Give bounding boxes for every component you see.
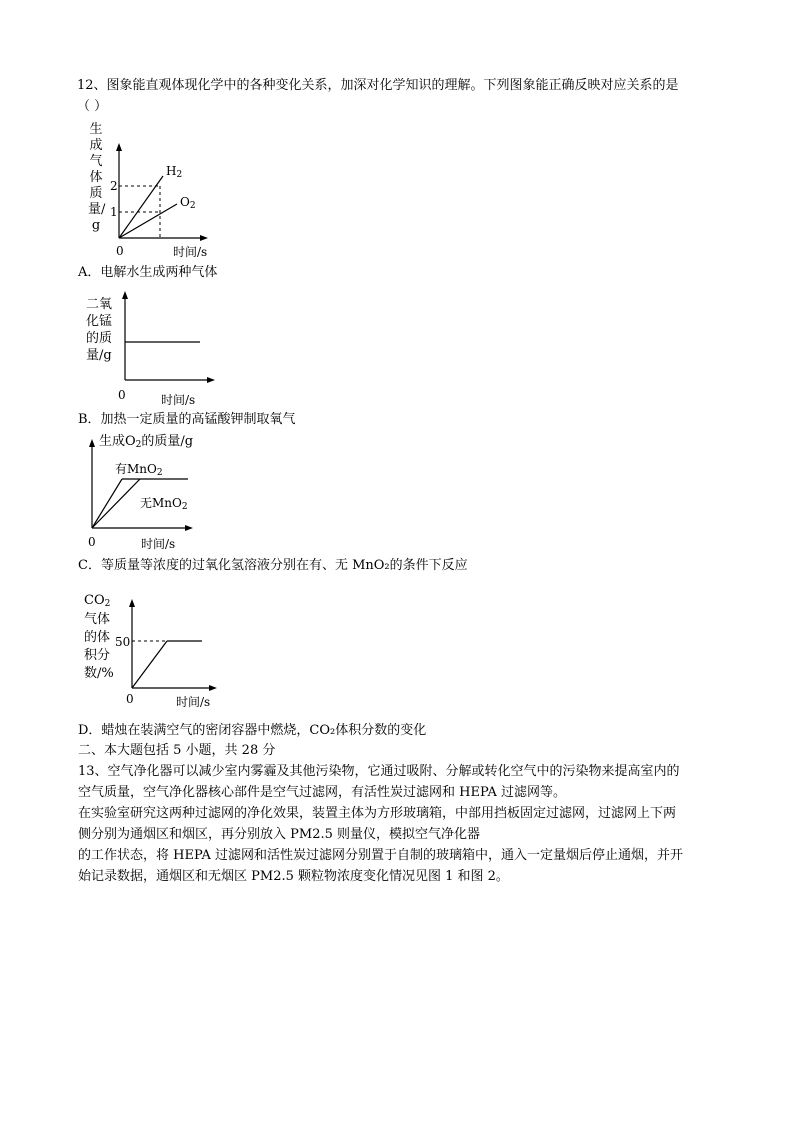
graph-c-xlabel: 时间/s	[141, 537, 176, 551]
graph-d-origin: 0	[126, 692, 134, 706]
graph-a-tick-2: 2	[110, 179, 118, 193]
graph-d-tick-50: 50	[115, 635, 131, 649]
option-a: A．电解水生成两种气体	[78, 265, 218, 280]
q13-line3: 在实验室研究这两种过滤网的净化效果，装置主体为方形玻璃箱，中部用挡板固定过滤网，过滤网上下两	[78, 806, 677, 821]
graph-d-ylabel-4: 数/%	[84, 666, 114, 681]
graph-a-o2-label: $O_2$	[180, 195, 196, 211]
option-d: D．蜡烛在装满空气的密闭容器中燃烧，CO₂体积分数的变化	[78, 723, 427, 738]
q13-line1: 13、空气净化器可以减少室内雾霾及其他污染物，它通过吸附、分解或转化空气中的污染物来提高室内的	[78, 764, 680, 779]
graph-d-ylabel-top: $CO_2$	[84, 593, 111, 609]
graph-c-ylabel: 生成$O_2$的质量/g	[99, 434, 194, 450]
graph-b-ylabel-3: 的质	[86, 331, 113, 346]
graph-b-ylabel-2: 化锰	[86, 314, 113, 329]
q12-stem-line1: 12、图象能直观体现化学中的各种变化关系，加深对化学知识的理解。下列图象能正确反映对应关系的是	[77, 78, 679, 93]
q13-line5: 的工作状态，将 HEPA 过滤网和活性炭过滤网分别置于自制的玻璃箱中，通入一定量烟后停止通烟，并开	[78, 848, 684, 863]
graph-b-xlabel: 时间/s	[161, 393, 196, 407]
graph-d-ylabel-3: 积分	[84, 648, 111, 663]
q13-line2: 空气质量，空气净化器核心部件是空气过滤网，有活性炭过滤网和 HEPA 过滤网等。	[78, 785, 567, 800]
graph-b-ylabel-1: 二氧	[86, 297, 113, 312]
option-c: C．等质量等浓度的过氧化氢溶液分别在有、无 MnO₂的条件下反应	[78, 558, 468, 573]
graph-b-origin: 0	[118, 388, 126, 402]
graph-a-origin: 0	[116, 244, 124, 258]
q13-line6: 始记录数据，通烟区和无烟区 PM2.5 颗粒物浓度变化情况见图 1 和图 2。	[78, 869, 509, 884]
graph-b-ylabel-4: 量/g	[86, 348, 112, 363]
graph-d-ylabel-2: 的体	[84, 630, 111, 645]
option-b: B．加热一定质量的高锰酸钾制取氧气	[78, 412, 296, 427]
graph-d-ylabel-1: 气体	[84, 612, 111, 627]
graph-c-with-catalyst-label: 有MnO$_2$	[115, 462, 163, 478]
graph-a-tick-1: 1	[110, 205, 118, 219]
graph-d-xlabel: 时间/s	[176, 695, 211, 709]
section2-heading: 二、本大题包括 5 小题，共 28 分	[78, 743, 276, 758]
graph-a-h2-label: $H_2$	[166, 164, 183, 180]
graph-c-origin: 0	[88, 535, 96, 549]
graph-a-ylabel: 生成气体质量/g	[88, 122, 106, 233]
graph-c-without-catalyst-label: 无MnO$_2$	[140, 496, 188, 512]
q13-line4: 侧分别为通烟区和烟区，再分别放入 PM2.5 则量仪，模拟空气净化器	[78, 827, 480, 842]
graph-a-xlabel: 时间/s	[173, 245, 208, 259]
q12-stem-line2: （ ）	[77, 99, 108, 114]
